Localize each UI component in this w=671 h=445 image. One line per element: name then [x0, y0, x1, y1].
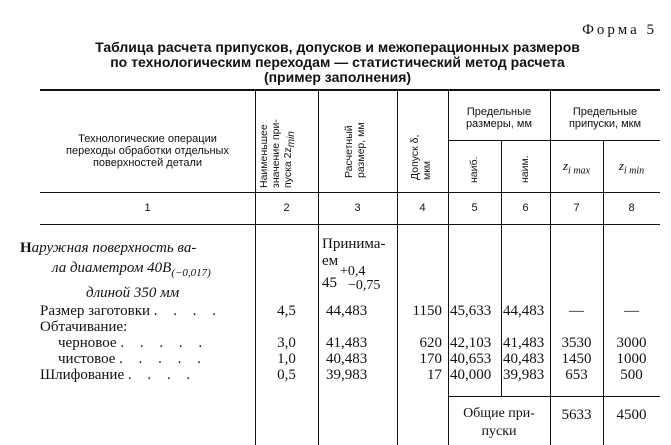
header-col4: [409, 135, 433, 180]
cell: 17: [427, 367, 442, 383]
table-top-rule: [40, 89, 660, 91]
cell: 40,000: [450, 367, 492, 383]
row-label-text: Шлифование: [40, 367, 125, 383]
header-col5: [468, 157, 480, 183]
deviation-minus: −0,75: [348, 278, 381, 293]
cell: 40,653: [450, 351, 492, 367]
cell: 3530: [561, 335, 592, 351]
cell: 39,983: [503, 367, 545, 383]
row-label: [40, 319, 127, 336]
header-limit-allowances: [550, 106, 660, 130]
header-limit-sizes: [448, 106, 550, 130]
cell: 39,983: [326, 367, 368, 383]
col-number: 2: [283, 202, 290, 214]
header-col2-line: Наименьшее: [258, 124, 270, 188]
cell: 3000: [616, 335, 647, 351]
header-bottom-rule: [40, 192, 660, 193]
col-number: 8: [628, 202, 635, 214]
header-col7-sub: i max: [568, 165, 590, 177]
surface-text: аружная поверхность ва-: [31, 240, 197, 256]
cell: 44,483: [326, 303, 368, 319]
surface-first-letter: Н: [20, 240, 32, 256]
cell: 170: [419, 351, 442, 367]
table-title-line-3: (пример заполнения): [263, 69, 412, 85]
col-number: 3: [354, 202, 361, 214]
totals-label: [448, 405, 550, 441]
header-col6: [519, 155, 531, 183]
header-col8-main: z: [618, 158, 624, 173]
header-col5-text: наиб.: [468, 156, 480, 183]
cell: 0,5: [277, 367, 296, 383]
col-divider-7: [603, 140, 604, 445]
col-divider-5: [501, 140, 502, 396]
header-col2: [258, 119, 298, 188]
totals-label-line: Общие при-: [463, 406, 535, 421]
col-divider-1: [255, 91, 256, 445]
header-col2-line: [282, 119, 298, 188]
cell: 41,483: [503, 335, 545, 351]
cell: 40,483: [503, 351, 545, 367]
cell: —: [624, 303, 639, 319]
row-dots: . . . .: [153, 303, 223, 319]
header-col7: [550, 158, 603, 177]
col-number: 5: [471, 202, 478, 214]
row-label-text: чистовое: [58, 351, 116, 367]
allow-group-rule: [550, 140, 660, 141]
surface-text: длиной 350 мм: [86, 285, 180, 302]
totals-label-line: пуски: [481, 424, 517, 439]
header-col3: [343, 122, 367, 178]
totals-zmax: 5633: [561, 407, 592, 423]
header-col6-text: наим.: [519, 155, 531, 183]
header-col4-line: мкм: [421, 160, 433, 180]
header-col8: [603, 158, 660, 177]
accepted-text: Принима-: [322, 236, 386, 252]
surface-text: ла диаметром 40В: [52, 260, 172, 276]
col-number: 7: [573, 202, 580, 214]
header-col2-line: [270, 119, 282, 188]
surface-description: [20, 238, 211, 303]
header-col2-sub: min: [286, 131, 298, 148]
cell: 1000: [616, 351, 647, 367]
cell: 42,103: [450, 335, 492, 351]
col-number: 1: [144, 202, 151, 214]
row-label-text: черновое: [58, 335, 117, 351]
row-label: [58, 335, 208, 352]
cell: 44,483: [503, 303, 545, 319]
surface-line-3: [20, 283, 211, 303]
cell: 3,0: [277, 335, 296, 351]
surface-line-1: [20, 238, 211, 258]
cell: 653: [565, 367, 588, 383]
accepted-size-base: 45: [322, 275, 337, 291]
header-col7-main: z: [562, 158, 569, 173]
col-number: 4: [419, 202, 426, 214]
header-col2-text: пуска 2z: [282, 147, 294, 188]
cell: 620: [419, 335, 442, 351]
row-dots: . . . .: [127, 367, 197, 383]
header-limit-sizes-line: размеры, мм: [465, 118, 533, 130]
cell: —: [569, 303, 584, 319]
row-dots: . . . . .: [119, 351, 207, 367]
col-divider-4: [448, 91, 449, 445]
col-number: 6: [522, 202, 529, 214]
row-label-text: Обтачивание:: [40, 319, 128, 335]
header-col1-line: переходы обработки отдельных: [66, 145, 229, 157]
cell: 1,0: [277, 351, 296, 367]
accepted-size-deviations: [340, 265, 380, 293]
surface-tolerance: (−0,017): [171, 267, 211, 280]
cell: 41,483: [326, 335, 368, 351]
header-col8-sub: i min: [623, 165, 645, 177]
header-col2-text: значение при-: [270, 119, 282, 188]
cell: 4,5: [277, 303, 296, 319]
table-title-line-1: Таблица расчета припусков, допусков и межоперационных размеров: [95, 39, 580, 55]
accepted-text: ем: [322, 253, 339, 269]
header-col3-line: размер, мм: [355, 122, 367, 178]
cell: 1150: [412, 303, 442, 319]
totals-top-rule: [448, 396, 660, 397]
col-divider-6: [550, 91, 551, 445]
surface-line-2: [20, 258, 211, 283]
header-col1-line: Технологические операции: [78, 133, 217, 145]
row-label: [58, 351, 207, 368]
cell: 45,633: [450, 303, 492, 319]
cell: 500: [620, 367, 643, 383]
sizes-group-rule: [448, 140, 550, 141]
numbers-bottom-rule: [40, 224, 660, 225]
header-col1: [40, 133, 255, 169]
deviation-plus: +0,4: [340, 264, 366, 279]
col-divider-2: [318, 91, 319, 445]
header-col1-line: поверхностей детали: [92, 157, 203, 169]
form-label: Форма 5: [582, 22, 657, 38]
totals-zmin: 4500: [616, 407, 647, 423]
header-limit-allow-line: Предельные: [572, 106, 638, 118]
row-label: [40, 367, 196, 384]
header-limit-sizes-line: Предельные: [466, 106, 532, 118]
header-col4-line: Допуск δ,: [409, 134, 421, 180]
row-label: [40, 303, 222, 320]
col-divider-3: [397, 91, 398, 445]
cell: 1450: [561, 351, 592, 367]
table-title-line-2: по технологическим переходам — статистический метод расчета: [110, 54, 565, 70]
row-label-text: Размер заготовки: [40, 303, 151, 319]
cell: 40,483: [326, 351, 368, 367]
header-col3-line: Расчетный: [343, 125, 355, 178]
row-dots: . . . . .: [120, 335, 209, 351]
header-limit-allow-line: припуски, мкм: [568, 118, 642, 130]
